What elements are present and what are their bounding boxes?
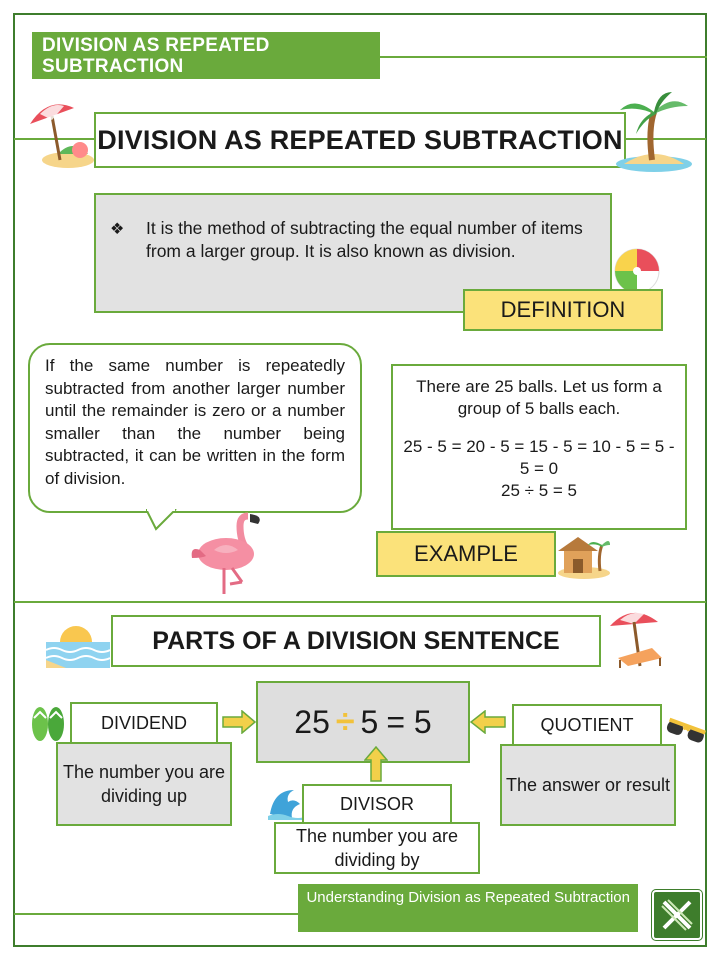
flamingo-icon <box>186 510 266 596</box>
logo-icon <box>652 890 702 940</box>
main-title: DIVISION AS REPEATED SUBTRACTION <box>94 112 626 168</box>
divisor-desc: The number you are dividing by <box>274 822 480 874</box>
dividend-label: DIVIDEND <box>70 702 218 744</box>
arrow-up-icon <box>364 746 388 782</box>
divisor-label: DIVISOR <box>302 784 452 824</box>
definition-tag: DEFINITION <box>463 289 663 331</box>
section-divider <box>14 601 706 603</box>
definition-text: It is the method of subtracting the equal number of items from a larger group. It is also known as division. <box>146 218 583 261</box>
example-line-3: 25 ÷ 5 = 5 <box>501 481 577 500</box>
bubble-tail <box>146 509 180 531</box>
division-sign: ÷ <box>335 702 355 741</box>
parts-title: PARTS OF A DIVISION SENTENCE <box>111 615 601 667</box>
footer-title: Understanding Division as Repeated Subtraction <box>298 884 638 932</box>
quotient-desc: The answer or result <box>500 744 676 826</box>
arrow-left-icon <box>470 710 506 734</box>
equation-dividend: 25 <box>294 703 330 740</box>
beach-hut-icon <box>556 533 610 579</box>
example-box <box>391 364 687 530</box>
equation-divisor: 5 <box>360 703 379 740</box>
division-equation <box>256 681 470 763</box>
explanation-bubble: If the same number is repeatedly subtracted from another larger number until the remainder is zero or a number smaller than the number being subtracted, it can be written in the form of division. <box>28 343 362 513</box>
beach-chair-icon <box>606 608 668 672</box>
dividend-desc: The number you are dividing up <box>56 742 232 826</box>
palm-island-icon <box>614 90 694 172</box>
footer-divider <box>14 913 298 915</box>
header-tab: DIVISION AS REPEATED SUBTRACTION <box>32 32 380 79</box>
arrow-right-icon <box>222 710 256 734</box>
bullet-icon: ❖ <box>110 221 125 238</box>
quotient-label: QUOTIENT <box>512 704 662 746</box>
example-line-2: 25 - 5 = 20 - 5 = 15 - 5 = 10 - 5 = 5 - 5 = 0 <box>403 437 675 478</box>
example-tag: EXAMPLE <box>376 531 556 577</box>
sunset-sea-icon <box>46 618 110 668</box>
example-line-1: There are 25 balls. Let us form a group of 5 balls each. <box>416 377 662 418</box>
header-divider <box>380 56 707 58</box>
equation-result: = 5 <box>386 703 432 740</box>
flip-flops-icon <box>28 704 68 744</box>
beach-umbrella-icon <box>28 98 94 170</box>
